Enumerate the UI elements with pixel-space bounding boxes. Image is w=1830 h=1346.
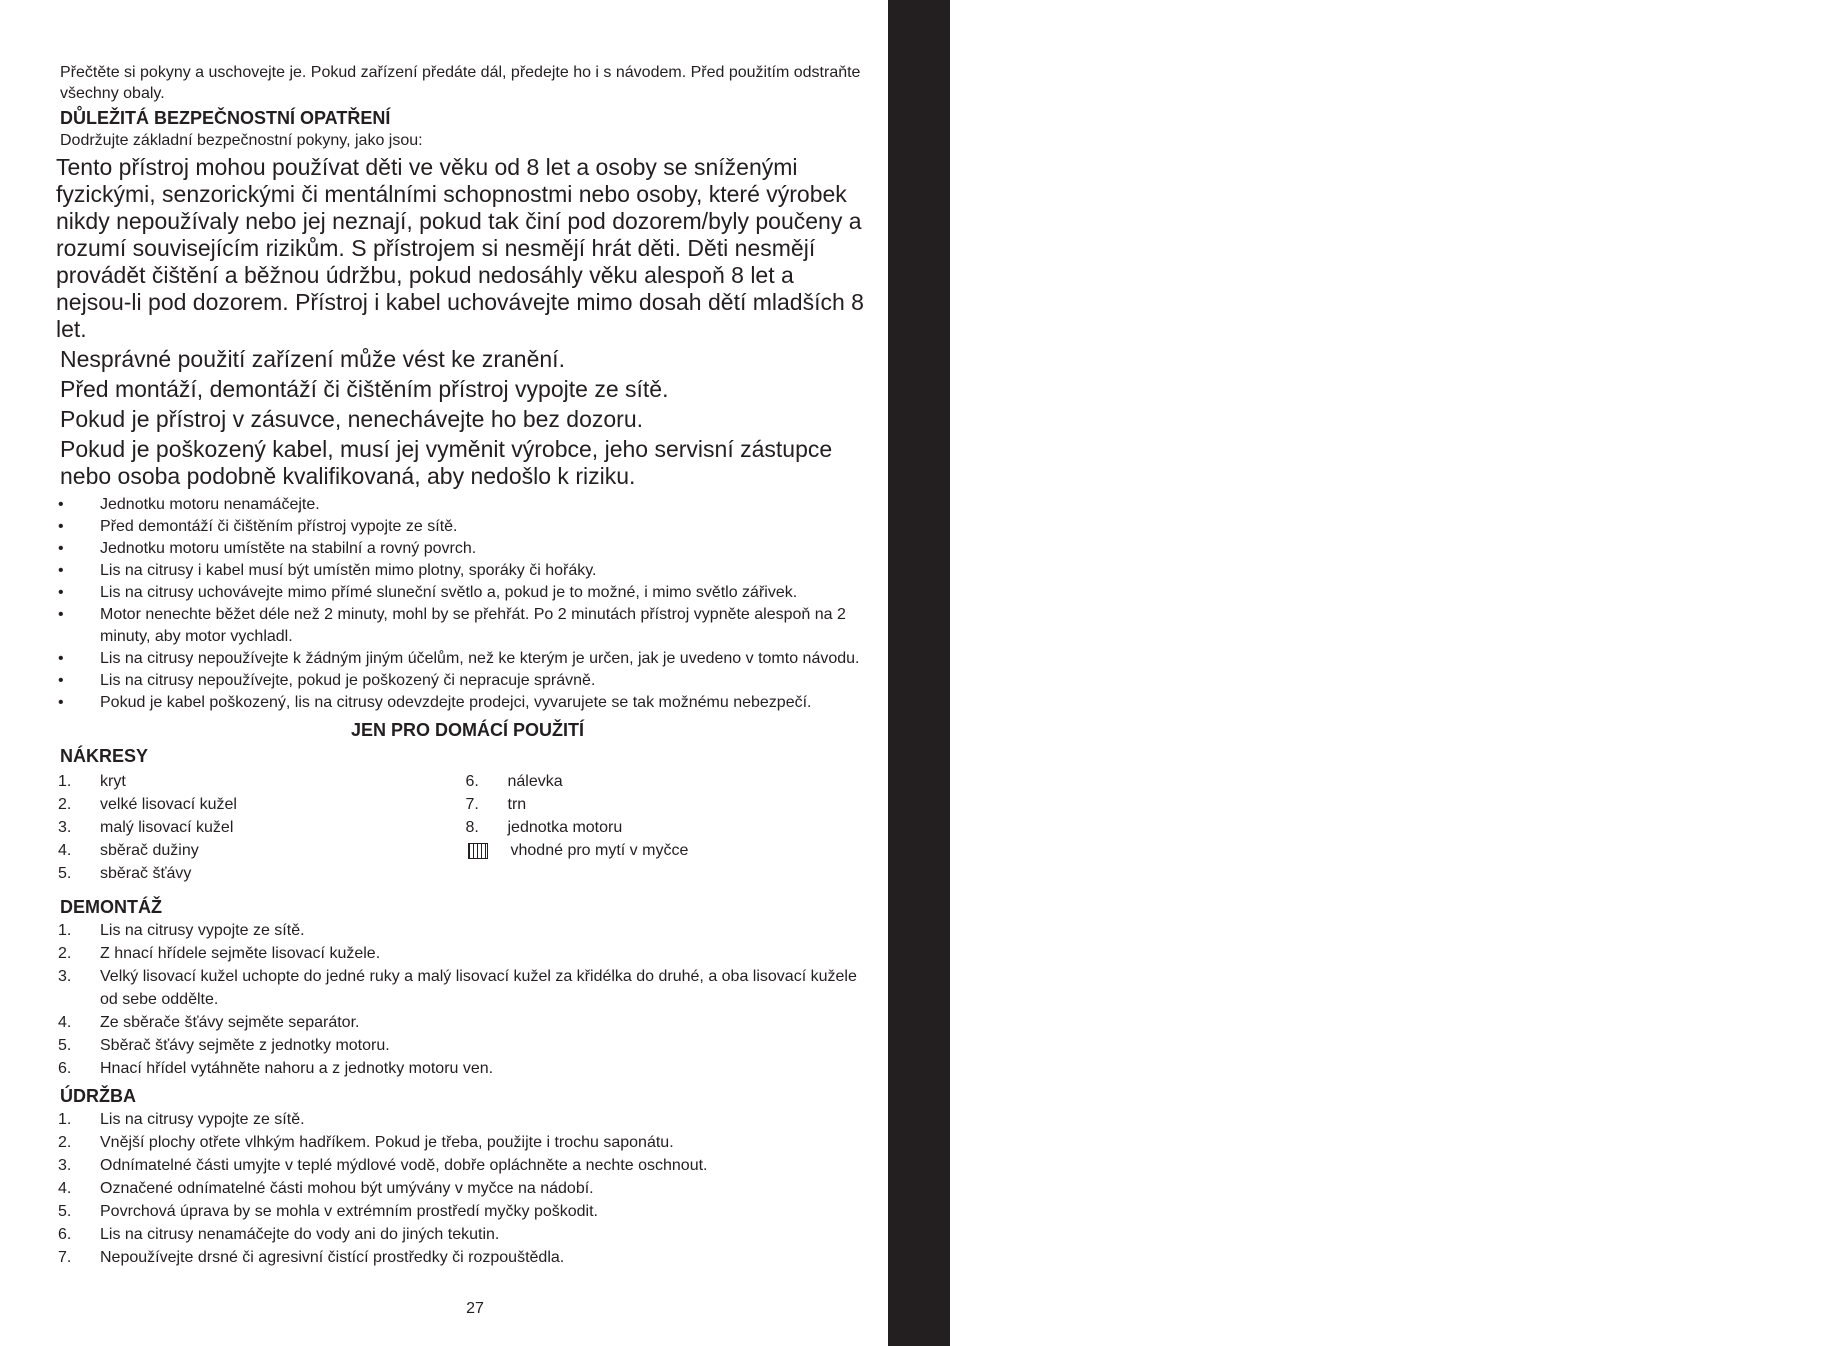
safety-bullet-list — [60, 494, 875, 714]
list-item: 4. sběrač dužiny — [58, 842, 199, 859]
list-item: 6. Hnací hřídel vytáhněte nahoru a z jednotky motoru ven. — [58, 1060, 494, 1077]
list-item: 7. trn — [465, 796, 527, 813]
safety-bullet: • Pokud je kabel poškozený, lis na citrusy odevzdejte prodejci, vyvarujete se tak možnému nebezpečí. — [60, 692, 875, 714]
list-item: 1. Lis na citrusy vypojte ze sítě. — [58, 1111, 305, 1128]
drawings-list — [60, 770, 875, 885]
maintenance-title: ÚDRŽBA — [60, 1086, 136, 1106]
list-item: vhodné pro mytí v myčce — [468, 839, 876, 862]
list-item: 3. Velký lisovací kužel uchopte do jedné ruky a malý lisovací kužel za křidélka do druhé, a oba lisovací kužele od sebe oddělte. — [58, 968, 857, 1008]
list-item: 5. Sběrač šťávy sejměte z jednotky motoru. — [58, 1037, 390, 1054]
safety-bullet: • Jednotku motoru umístěte na stabilní a rovný povrch. — [60, 538, 875, 560]
disassembly-title: DEMONTÁŽ — [60, 897, 162, 917]
list-item: 2. velké lisovací kužel — [58, 796, 237, 813]
maintenance-steps — [60, 1108, 875, 1269]
list-item: 5. Povrchová úprava by se mohla v extrémním prostředí myčky poškodit. — [58, 1203, 598, 1220]
safety-bullet: • Lis na citrusy i kabel musí být umístěn mimo plotny, sporáky či hořáky. — [60, 560, 875, 582]
safety-bullet: • Před demontáží či čištěním přístroj vypojte ze sítě. — [60, 516, 875, 538]
list-item: 2. Z hnací hřídele sejměte lisovací kužele. — [58, 945, 381, 962]
dishwasher-icon — [468, 843, 488, 859]
safety-large-paragraph: Tento přístroj mohou používat děti ve věku od 8 let a osoby se sníženými fyzickými, senzorickými či mentálními schopnostmi nebo osoby, které výrobek nikdy nepoužívaly nebo jej neznají, pokud tak činí pod dozorem/byly poučeny a rozumí souvisejícím rizikům. S přístrojem si nesmějí hrát děti. Děti nesmějí provádět čištění a běžnou údržbu, pokud nedosáhly věku alespoň 8 let a nejsou-li pod dozorem. Přístroj i kabel uchovávejte mimo dosah dětí mladších 8 let. — [56, 154, 864, 342]
page-number: 27 — [466, 1300, 484, 1317]
list-item: 3. Odnímatelné části umyjte v teplé mýdlové vodě, dobře opláchněte a nechte oschnout. — [58, 1157, 708, 1174]
side-tab-label: pokyny (Čeština) — [1785, 49, 1830, 351]
list-item: 8. jednotka motoru — [465, 819, 623, 836]
list-item: 6. Lis na citrusy nenamáčejte do vody ani do jiných tekutin. — [58, 1226, 500, 1243]
list-item: 7. Nepoužívejte drsné či agresivní čistící prostředky či rozpouštědla. — [58, 1249, 565, 1266]
drawings-left-column — [60, 770, 468, 885]
domestic-use-heading: JEN PRO DOMÁCÍ POUŽITÍ — [350, 720, 584, 740]
drawings-title: NÁKRESY — [60, 746, 149, 766]
list-item: 1. Lis na citrusy vypojte ze sítě. — [58, 922, 305, 939]
drawings-right-column — [465, 770, 876, 885]
safety-large-paragraph: Pokud je poškozený kabel, musí jej vyměnit výrobce, jeho servisní zástupce nebo osoba podobně kvalifikovaná, aby nedošlo k riziku. — [60, 436, 833, 489]
safety-title: DŮLEŽITÁ BEZPEČNOSTNÍ OPATŘENÍ — [60, 108, 391, 128]
list-item: 5. sběrač šťávy — [58, 865, 192, 882]
intro-text: Přečtěte si pokyny a uschovejte je. Pokud zařízení předáte dál, předejte ho i s návodem. Před použitím odstraňte všechny obaly. — [60, 64, 861, 102]
page-content — [56, 62, 875, 1269]
safety-subtitle: Dodržujte základní bezpečnostní pokyny, jako jsou: — [60, 132, 423, 149]
safety-bullet: • Lis na citrusy nepoužívejte, pokud je poškozený či nepracuje správně. — [60, 670, 875, 692]
safety-bullet: • Jednotku motoru nenamáčejte. — [60, 494, 875, 516]
safety-bullet: • Lis na citrusy uchovávejte mimo přímé sluneční světlo a, pokud je to možné, i mimo světlo zářivek. — [60, 582, 875, 604]
safety-bullet: • Lis na citrusy nepoužívejte k žádným jiným účelům, než ke kterým je určen, jak je uvedeno v tomto návodu. — [60, 648, 875, 670]
list-item: 4. Ze sběrače šťávy sejměte separátor. — [58, 1014, 360, 1031]
list-item: 6. nálevka — [465, 773, 563, 790]
safety-large-paragraph: Pokud je přístroj v zásuvce, nenechávejte ho bez dozoru. — [60, 406, 644, 432]
list-item: 1. kryt — [58, 773, 126, 790]
list-item: 2. Vnější plochy otřete vlhkým hadříkem. Pokud je třeba, použijte i trochu saponátu. — [58, 1134, 674, 1151]
side-tab — [888, 0, 1830, 1346]
list-item: 3. malý lisovací kužel — [58, 819, 234, 836]
safety-large-paragraph: Nesprávné použití zařízení může vést ke zranění. — [60, 346, 565, 372]
safety-large-paragraph: Před montáží, demontáží či čištěním přístroj vypojte ze sítě. — [60, 376, 669, 402]
safety-bullet: • Motor nenechte běžet déle než 2 minuty, mohl by se přehřát. Po 2 minutách přístroj vypněte alespoň na 2 minuty, aby motor vychladl. — [60, 604, 875, 648]
list-item: 4. Označené odnímatelné části mohou být umývány v myčce na nádobí. — [58, 1180, 594, 1197]
disassembly-steps — [60, 919, 875, 1080]
